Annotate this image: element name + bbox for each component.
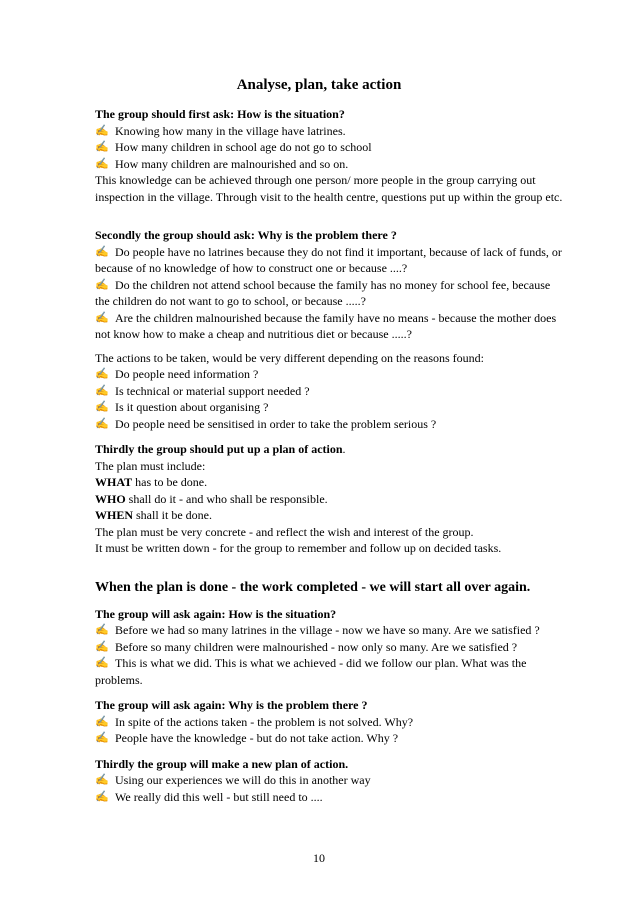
list-item: ✍ Do the children not attend school because the family has no money for school fee, because the children do not want to go to school, or because .....? xyxy=(95,277,551,308)
pencil-icon: ✍ xyxy=(95,278,109,291)
pencil-icon: ✍ xyxy=(95,417,109,430)
list-item: ✍ Do people need information ? xyxy=(95,367,259,381)
list-item: ✍ Do people need be sensitised in order to take the problem serious ? xyxy=(95,416,437,431)
paragraph: It must be written down - for the group to remember and follow up on decided tasks. xyxy=(95,541,502,555)
list-item: ✍ Using our experiences we will do this in another way xyxy=(95,773,371,787)
list-item: ✍ People have the knowledge - but do not take action. Why ? xyxy=(95,731,399,745)
paragraph: The plan must include: xyxy=(95,458,206,473)
list-item: ✍ Is it question about organising ? xyxy=(95,400,269,414)
list-item: ✍ This is what we did. This is what we achieved - did we follow our plan. What was the problems. xyxy=(95,656,527,687)
list-item: ✍ We really did this well - but still need to .... xyxy=(95,789,323,804)
pencil-icon: ✍ xyxy=(95,715,109,728)
section-heading-restart: When the plan is done - the work completed - we will start all over again. xyxy=(95,579,531,595)
pencil-icon: ✍ xyxy=(95,624,109,636)
section-heading-situation: The group should first ask: How is the situation? xyxy=(95,107,345,121)
list-item: ✍ Before so many children were malnourished - now only so many. Are we satisfied ? xyxy=(95,639,518,654)
pencil-icon: ✍ xyxy=(95,774,109,786)
paragraph: This knowledge can be achieved through one person/ more people in the group carrying out inspection in the village. Through visit to the health centre, questions put up within the group etc. xyxy=(95,173,563,204)
pencil-icon: ✍ xyxy=(95,157,109,170)
pencil-icon: ✍ xyxy=(95,790,109,803)
section-heading-situation-again: The group will ask again: How is the situation? xyxy=(95,606,337,621)
section-heading-why-again: The group will ask again: Why is the problem there ? xyxy=(95,698,368,712)
list-item: ✍ Before we had so many latrines in the village - now we have so many. Are we satisfied ? xyxy=(95,623,540,637)
list-item: ✍ How many children are malnourished and so on. xyxy=(95,156,349,171)
plan-who: WHO shall do it - and who shall be responsible. xyxy=(95,491,328,506)
section-heading-plan: Thirdly the group should put up a plan of action. xyxy=(95,442,346,456)
plan-when: WHEN shall it be done. xyxy=(95,508,212,522)
list-item: ✍ Is technical or material support needed ? xyxy=(95,383,310,398)
pencil-icon: ✍ xyxy=(95,368,109,380)
section-heading-new-plan: Thirdly the group will make a new plan of action. xyxy=(95,756,349,771)
paragraph: The actions to be taken, would be very different depending on the reasons found: xyxy=(95,350,484,365)
paragraph: The plan must be very concrete - and reflect the wish and interest of the group. xyxy=(95,524,474,539)
page-title: Analyse, plan, take action xyxy=(236,77,402,93)
page-number: 10 xyxy=(313,851,325,865)
pencil-icon: ✍ xyxy=(95,124,109,137)
pencil-icon: ✍ xyxy=(95,245,109,258)
pencil-icon: ✍ xyxy=(95,401,109,413)
pencil-icon: ✍ xyxy=(95,141,109,153)
pencil-icon: ✍ xyxy=(95,384,109,397)
pencil-icon: ✍ xyxy=(95,657,109,669)
plan-what: WHAT has to be done. xyxy=(95,475,208,489)
pencil-icon: ✍ xyxy=(95,732,109,744)
list-item: ✍ Are the children malnourished because the family have no means - because the mother does not know how to make a cheap and nutritious diet or because .....? xyxy=(95,310,557,341)
pencil-icon: ✍ xyxy=(95,640,109,653)
section-heading-why: Secondly the group should ask: Why is the problem there ? xyxy=(95,228,397,242)
list-item: ✍ How many children in school age do not go to school xyxy=(95,140,372,154)
list-item: ✍ In spite of the actions taken - the problem is not solved. Why? xyxy=(95,714,414,729)
list-item: ✍ Do people have no latrines because they do not find it important, because of lack of funds, or because of no knowledge of how to construct one or because ....? xyxy=(95,244,562,275)
document-body xyxy=(95,106,565,805)
list-item: ✍ Knowing how many in the village have latrines. xyxy=(95,123,346,138)
pencil-icon: ✍ xyxy=(95,311,109,324)
